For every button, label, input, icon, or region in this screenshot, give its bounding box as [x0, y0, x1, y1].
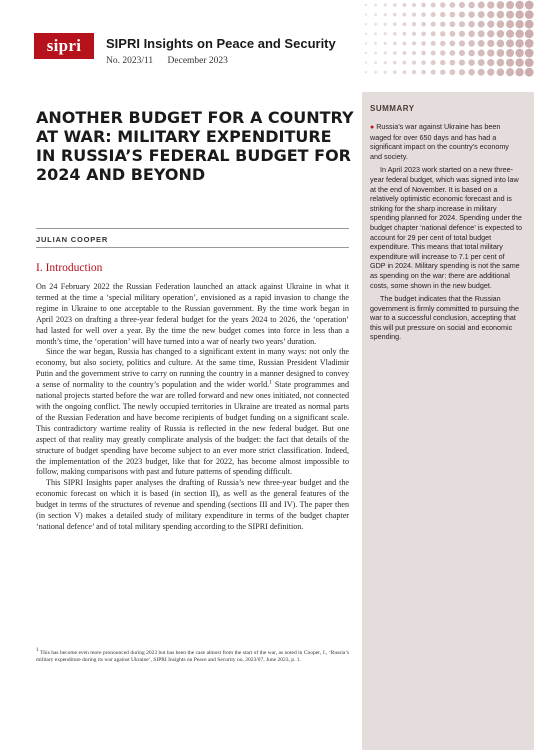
pattern-dot	[515, 68, 523, 76]
pattern-dot	[384, 32, 387, 35]
pattern-dot	[525, 10, 534, 19]
pattern-dot	[450, 69, 456, 75]
pattern-dot	[384, 51, 387, 54]
pattern-dot	[393, 22, 397, 26]
summary-paragraph: The budget indicates that the Russian government is firmly committed to pursuing the war to a successful conclusion, accepting that this will put pressure on social and economic spending.	[370, 294, 520, 342]
pattern-dot	[459, 50, 465, 56]
pattern-dot	[384, 13, 387, 16]
footnote-ref[interactable]: 1	[269, 379, 272, 386]
issue-number: No. 2023/11	[106, 56, 154, 66]
pattern-dot	[497, 59, 505, 67]
pattern-dot	[384, 23, 387, 26]
pattern-dot	[421, 70, 426, 75]
pattern-dot	[478, 69, 485, 76]
pattern-dot	[525, 39, 534, 48]
sipri-logo: sipri	[34, 33, 94, 59]
pattern-dot	[497, 30, 505, 38]
pattern-dot	[487, 1, 494, 8]
pattern-dot	[450, 31, 456, 37]
pattern-dot	[431, 50, 436, 55]
pattern-dot	[497, 68, 505, 76]
pattern-dot	[497, 40, 505, 48]
pattern-dot	[421, 60, 426, 65]
pattern-dot	[450, 2, 456, 8]
pattern-dot	[497, 20, 505, 28]
pattern-dot	[431, 22, 436, 27]
pattern-dot	[459, 31, 465, 37]
pattern-dot	[515, 58, 523, 66]
pattern-dot	[384, 3, 387, 6]
pattern-dot	[478, 40, 485, 47]
pattern-dot	[450, 21, 456, 27]
pattern-dot	[478, 59, 485, 66]
issue-info	[106, 56, 240, 66]
series-title: SIPRI Insights on Peace and Security	[106, 36, 336, 51]
pattern-dot	[497, 1, 505, 9]
pattern-dot	[459, 2, 465, 8]
pattern-dot	[440, 12, 445, 17]
pattern-dot	[440, 60, 445, 65]
pattern-dot	[468, 59, 475, 66]
pattern-dot	[497, 11, 505, 19]
pattern-dot	[421, 22, 426, 27]
pattern-dot	[459, 40, 465, 46]
bullet-icon: ●	[370, 124, 375, 131]
body-paragraph: On 24 February 2022 the Russian Federation launched an attack against Ukraine in what it termed at the time a ‘special military operation’, envisioned as a rapid invasion to change the regime in Ukraine to one acceptable to the Russian government. By the time work began in April 2023 on drafting a three-year federal budget for the years 2024 to 2026, the ‘operation’ had lasted for well over a year. By the time the new budget comes into force in less than a month’s time, the ‘operation’ will have turned into a war of nearly two years’ duration.	[36, 282, 349, 346]
pattern-dot	[487, 59, 494, 66]
issue-date: December 2023	[167, 56, 228, 66]
pattern-dot	[506, 11, 514, 19]
pattern-dot	[525, 20, 534, 29]
pattern-dot	[421, 41, 426, 46]
pattern-dot	[393, 13, 397, 17]
pattern-dot	[506, 20, 514, 28]
pattern-dot	[365, 23, 367, 25]
pattern-dot	[440, 2, 445, 7]
pattern-dot	[393, 3, 397, 7]
pattern-dot	[487, 40, 494, 47]
pattern-dot	[393, 42, 397, 46]
pattern-dot	[431, 2, 436, 7]
summary-paragraph: In April 2023 work started on a new three-year federal budget, which was signed into law at the end of November. It is based on a relatively optimistic economic forecast and is striking for the sharp increase in military spending planned for 2024. Spending under the budget chapter ‘national defence’ is expected to account for 29 per cent of total budget expenditure. This means that total military expenditure will increase to 7.1 per cent of GDP in 2024. Military spending is not the same as spending on the war: there are additional costs, some shown in the new budget.	[370, 165, 522, 290]
pattern-dot	[515, 39, 523, 47]
pattern-dot	[431, 70, 436, 75]
footnote: $^1$ This has become even more pronounced during 2023 but has been the case almost from the start of the war, as noted in Cooper, J., ‘Russia’s military expenditure during its war against Ukraine’, SIPRI Insights on Peace and Security no. 2023/07, June 2023, p. 1.	[36, 647, 350, 664]
pattern-dot	[478, 21, 485, 28]
pattern-dot	[459, 21, 465, 27]
author-name: JULIAN COOPER	[36, 235, 109, 244]
pattern-dot	[459, 69, 465, 75]
pattern-dot	[402, 13, 406, 17]
pattern-dot	[421, 3, 426, 8]
pattern-dot	[450, 41, 456, 47]
pattern-dot	[393, 70, 397, 74]
article-title: ANOTHER BUDGET FOR A COUNTRY AT WAR: MILITARY EXPENDITURE IN RUSSIA’S FEDERAL BUDGET FOR 2024 AND BEYOND	[36, 108, 354, 184]
pattern-dot	[478, 11, 485, 18]
pattern-dot	[440, 31, 445, 36]
pattern-dot	[468, 21, 475, 28]
pattern-dot	[402, 41, 406, 45]
pattern-dot	[515, 1, 523, 9]
pattern-dot	[487, 11, 494, 18]
pattern-dot	[525, 1, 534, 10]
pattern-dot	[431, 41, 436, 46]
pattern-dot	[374, 13, 377, 16]
pattern-dot	[431, 12, 436, 17]
pattern-dot	[525, 49, 534, 58]
pattern-dot	[402, 70, 406, 74]
pattern-dot	[412, 41, 416, 45]
pattern-dot	[468, 11, 475, 18]
pattern-dot	[468, 2, 475, 9]
summary-text	[370, 122, 522, 346]
pattern-dot	[374, 42, 377, 45]
pattern-dot	[402, 3, 406, 7]
pattern-dot	[487, 49, 494, 56]
pattern-dot	[450, 60, 456, 66]
pattern-dot	[402, 61, 406, 65]
pattern-dot	[506, 1, 514, 9]
pattern-dot	[393, 51, 397, 55]
pattern-dot	[374, 71, 377, 74]
pattern-dot	[487, 21, 494, 28]
pattern-dot	[525, 68, 534, 77]
pattern-dot	[506, 68, 514, 76]
pattern-dot	[506, 49, 514, 57]
pattern-dot	[365, 13, 367, 15]
pattern-dot	[440, 41, 445, 46]
pattern-dot	[374, 52, 377, 55]
pattern-dot	[431, 31, 436, 36]
pattern-dot	[515, 10, 523, 18]
pattern-dot	[450, 50, 456, 56]
pattern-dot	[365, 61, 367, 63]
summary-paragraph: ● Russia’s war against Ukraine has been waged for over 650 days and has had a significant impact on the country’s economy and society.	[370, 122, 509, 161]
pattern-dot	[412, 3, 416, 7]
summary-heading: SUMMARY	[370, 104, 415, 113]
pattern-dot	[506, 59, 514, 67]
pattern-dot	[412, 60, 416, 64]
pattern-dot	[497, 49, 505, 57]
pattern-dot	[525, 29, 534, 38]
body-paragraph: This SIPRI Insights paper analyses the drafting of Russia’s new three-year budget and the economic forecast on which it is based (in section II), as well as the general features of the budget in terms of the structures of revenue and spending (sections III and IV). The paper then (in section V) makes a detailed study of military expenditure in terms of the budget chapter ‘national defence’ and of total military spending according to the SIPRI definition.	[36, 478, 349, 531]
pattern-dot	[506, 30, 514, 38]
pattern-dot	[515, 20, 523, 28]
pattern-dot	[374, 61, 377, 64]
pattern-dot	[487, 69, 494, 76]
article-body	[36, 282, 349, 533]
pattern-dot	[487, 30, 494, 37]
pattern-dot	[421, 12, 426, 17]
pattern-dot	[525, 58, 534, 67]
pattern-dot	[478, 30, 485, 37]
pattern-dot	[431, 60, 436, 65]
pattern-dot	[412, 22, 416, 26]
pattern-dot	[374, 23, 377, 26]
pattern-dot	[450, 12, 456, 18]
pattern-dot	[412, 32, 416, 36]
pattern-dot	[440, 69, 445, 74]
pattern-dot	[478, 50, 485, 57]
pattern-dot	[468, 50, 475, 57]
pattern-dot	[393, 32, 397, 36]
pattern-dot	[478, 2, 485, 9]
pattern-dot	[365, 33, 367, 35]
pattern-dot	[365, 52, 367, 54]
pattern-dot	[468, 31, 475, 38]
pattern-dot	[402, 32, 406, 36]
pattern-dot	[393, 61, 397, 65]
pattern-dot	[515, 49, 523, 57]
divider	[36, 247, 349, 248]
pattern-dot	[412, 51, 416, 55]
footnote-marker: 1	[36, 647, 39, 654]
pattern-dot	[384, 61, 387, 64]
pattern-dot	[506, 39, 514, 47]
pattern-dot	[365, 4, 367, 6]
pattern-dot	[402, 51, 406, 55]
pattern-dot	[421, 51, 426, 56]
pattern-dot	[459, 12, 465, 18]
body-paragraph: Since the war began, Russia has changed to a significant extent in many ways: not only the economy, but also society, politics and culture. At the same time, Russian President Vladimir Putin and the government strive to carry on running the country in a manner designed to convey a sense of normality to the country’s population and the wider world.$^1$ State programmes and national projects started before the war are rolled forward and new ones initiated, not connected with the ongoing conflict. The newly occupied territories in Ukraine are treated as normal parts of the Russian Federation and have become recipients of budget funding on a significant scale. This contradictory wartime reality of Russia is reflected in the new federal budget. But one aspect of that reality may greatly complicate analysis of the budget: the fact that details of the structure of budget spending have become subject to an ever more strict classification. Indeed, the implementation of the 2023 budget, like that for 2022, has become almost impossible to follow, making comparisons with past and future patterns of spending difficult.	[36, 347, 350, 477]
pattern-dot	[402, 22, 406, 26]
pattern-dot	[421, 31, 426, 36]
pattern-dot	[365, 42, 367, 44]
pattern-dot	[459, 60, 465, 66]
pattern-dot	[374, 4, 377, 7]
pattern-dot	[468, 40, 475, 47]
decorative-dot-pattern	[360, 0, 534, 80]
pattern-dot	[384, 42, 387, 45]
pattern-dot	[440, 50, 445, 55]
pattern-dot	[374, 32, 377, 35]
pattern-dot	[515, 30, 523, 38]
pattern-dot	[412, 12, 416, 16]
section-heading: I. Introduction	[36, 262, 103, 274]
pattern-dot	[412, 70, 416, 74]
pattern-dot	[365, 71, 367, 73]
divider	[36, 228, 349, 229]
pattern-dot	[440, 21, 445, 26]
pattern-dot	[384, 71, 387, 74]
pattern-dot	[468, 69, 475, 76]
